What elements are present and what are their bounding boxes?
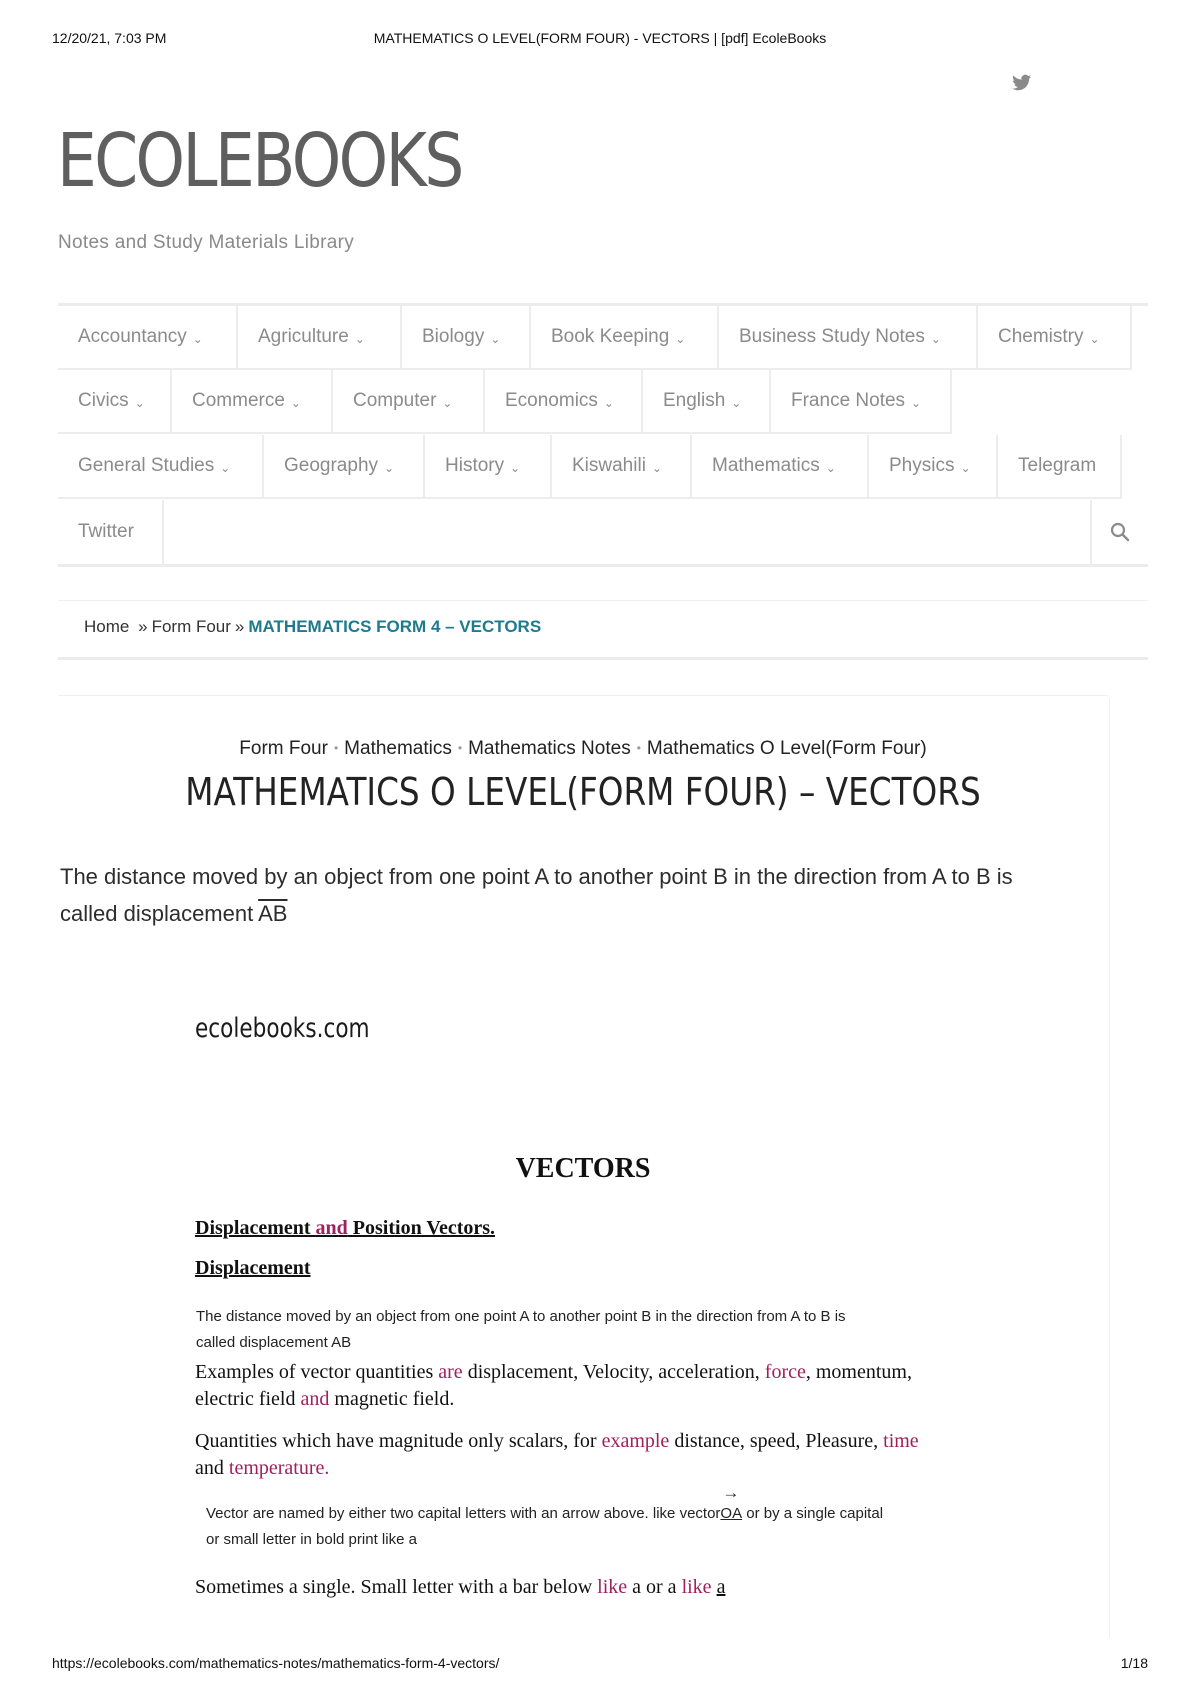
category-separator: • [457, 741, 463, 755]
nav-item-economics[interactable] [485, 370, 643, 434]
paragraph-line [195, 1428, 975, 1455]
nav-item-label: Mathematics [712, 455, 820, 476]
definition-line: The distance moved by an object from one point A to another point B in the direction from A to B is [196, 1308, 846, 1325]
chevron-down-icon: ⌄ [651, 461, 662, 475]
search-icon [1110, 522, 1130, 542]
nav-item-label: Accountancy [78, 326, 187, 347]
chevron-down-icon: ⌄ [510, 461, 521, 475]
text: or by a single capital [742, 1505, 884, 1522]
chevron-down-icon: ⌄ [384, 461, 395, 475]
nav-item-label: Civics [78, 390, 129, 411]
chevron-down-icon: ⌄ [134, 396, 145, 410]
nav-item-mathematics[interactable] [692, 435, 869, 499]
examples-paragraph [195, 1359, 975, 1413]
vector-oa: → OA [720, 1501, 742, 1527]
category-link[interactable]: Mathematics Notes [468, 738, 631, 759]
accent-word: and [300, 1388, 330, 1410]
chevron-down-icon: ⌄ [911, 396, 922, 410]
nav-item-general-studies[interactable] [58, 435, 264, 499]
paragraph-line [206, 1501, 883, 1527]
nav-item-civics[interactable] [58, 370, 172, 434]
category-link[interactable]: Mathematics O Level(Form Four) [646, 738, 927, 759]
accent-word: example [601, 1430, 670, 1452]
text: distance, speed, Pleasure, [669, 1430, 884, 1452]
chevron-down-icon: ⌄ [930, 332, 941, 346]
accent-word: temperature. [228, 1457, 330, 1479]
chevron-down-icon: ⌄ [675, 332, 686, 346]
nav-item-label: Economics [505, 390, 598, 411]
nav-item-chemistry[interactable] [978, 306, 1132, 370]
accent-word: like [597, 1576, 628, 1598]
definition-line: called displacement AB [196, 1334, 352, 1351]
breadcrumb-home[interactable]: Home [84, 617, 130, 636]
text: Vector are named by either two capital letters with an arrow above. like vector [206, 1505, 721, 1522]
chevron-down-icon: ⌄ [603, 396, 614, 410]
breadcrumb-separator: » [138, 617, 148, 636]
vector-naming-text [206, 1501, 883, 1553]
text: magnetic field. [329, 1388, 455, 1410]
nav-item-label: Biology [422, 326, 485, 347]
print-header [52, 30, 1148, 48]
nav-item-book-keeping[interactable] [531, 306, 719, 370]
underlined-letter: a [716, 1576, 726, 1598]
subheading-displacement: Displacement [195, 1257, 311, 1279]
chevron-down-icon: ⌄ [192, 332, 203, 346]
nav-item-label: Computer [353, 390, 437, 411]
nav-item-label: Twitter [78, 521, 134, 542]
definition-text [196, 1304, 846, 1356]
accent-word: force [764, 1361, 806, 1383]
breadcrumb-form-four[interactable]: Form Four [151, 617, 231, 636]
chevron-down-icon: ⌄ [220, 461, 231, 475]
post-intro [60, 858, 1100, 932]
paragraph-line [195, 1386, 975, 1413]
post-categories [58, 738, 1108, 760]
text: and [195, 1457, 229, 1479]
vector-ab: $\overline{AB}$ [258, 901, 288, 926]
sidebar-divider [1109, 698, 1110, 1638]
text: electric field [195, 1388, 301, 1410]
site-tagline: Notes and Study Materials Library [58, 232, 355, 253]
text: a or a [627, 1576, 682, 1598]
nav-item-telegram[interactable] [998, 435, 1122, 499]
twitter-icon[interactable] [1012, 74, 1032, 92]
intro-line [60, 895, 1100, 932]
nav-item-physics[interactable] [869, 435, 998, 499]
nav-item-twitter[interactable] [58, 500, 164, 564]
category-separator: • [333, 741, 339, 755]
intro-text: called displacement [60, 901, 259, 926]
print-url[interactable]: https://ecolebooks.com/mathematics-notes/mathematics-form-4-vectors/ [52, 1655, 500, 1671]
category-link[interactable]: Form Four [239, 738, 328, 759]
nav-item-computer[interactable] [333, 370, 485, 434]
nav-item-accountancy[interactable] [58, 306, 238, 370]
content-divider [58, 695, 1108, 696]
post-title: MATHEMATICS O LEVEL(FORM FOUR) – VECTORS [185, 770, 981, 814]
breadcrumb [58, 600, 1148, 660]
nav-item-commerce[interactable] [172, 370, 333, 434]
paragraph-line [195, 1359, 975, 1386]
nav-item-label: General Studies [78, 455, 215, 476]
nav-item-label: History [445, 455, 505, 476]
chevron-down-icon: ⌄ [442, 396, 453, 410]
print-footer [52, 1655, 1148, 1673]
breadcrumb-current: MATHEMATICS FORM 4 – VECTORS [248, 617, 542, 636]
nav-item-biology[interactable] [402, 306, 531, 370]
paragraph-line: or small letter in bold print like a [206, 1531, 417, 1548]
site-logo[interactable]: ECOLEBOOKS [57, 118, 462, 204]
nav-item-label: Business Study Notes [739, 326, 925, 347]
accent-word: time [883, 1430, 919, 1452]
nav-item-label: English [663, 390, 726, 411]
nav-item-label: Chemistry [998, 326, 1084, 347]
text: , momentum, [805, 1361, 912, 1383]
accent-word: and [315, 1217, 348, 1239]
chevron-down-icon: ⌄ [960, 461, 971, 475]
doc-heading: VECTORS [515, 1153, 651, 1184]
text: Examples of vector quantities [195, 1361, 439, 1383]
subheading-text: Position Vectors. [347, 1217, 496, 1239]
nav-item-label: Kiswahili [572, 455, 646, 476]
text: displacement, Velocity, acceleration, [462, 1361, 765, 1383]
nav-item-history[interactable] [425, 435, 552, 499]
intro-line: The distance moved by an object from one point A to another point B in the direction from A to B is [60, 864, 1013, 889]
chevron-down-icon: ⌄ [354, 332, 365, 346]
chevron-down-icon: ⌄ [290, 396, 301, 410]
search-button[interactable] [1090, 500, 1148, 564]
subheading-displacement-position [195, 1217, 495, 1240]
chevron-down-icon: ⌄ [1089, 332, 1100, 346]
nav-item-label: Book Keeping [551, 326, 670, 347]
chevron-down-icon: ⌄ [825, 461, 836, 475]
print-doc-title: MATHEMATICS O LEVEL(FORM FOUR) - VECTORS | [pdf] EcoleBooks [373, 30, 827, 46]
nav-item-label: Commerce [192, 390, 285, 411]
nav-item-label: Geography [284, 455, 379, 476]
category-link[interactable]: Mathematics [344, 738, 452, 759]
text: Quantities which have magnitude only scalars, for [195, 1430, 602, 1452]
accent-word: are [438, 1361, 463, 1383]
print-datetime: 12/20/21, 7:03 PM [52, 30, 167, 46]
category-separator: • [636, 741, 641, 755]
watermark-logo: ecolebooks.com [195, 1013, 370, 1044]
nav-item-label: Physics [889, 455, 955, 476]
accent-word: like [681, 1576, 712, 1598]
text: Sometimes a single. Small letter with a bar below [195, 1576, 598, 1598]
chevron-down-icon: ⌄ [490, 332, 501, 346]
nav-item-label: Agriculture [258, 326, 349, 347]
chevron-down-icon: ⌄ [731, 396, 742, 410]
main-nav [58, 303, 1148, 567]
nav-item-business-study-notes[interactable] [719, 306, 978, 370]
bar-notation-paragraph [195, 1574, 975, 1601]
nav-item-geography[interactable] [264, 435, 425, 499]
nav-item-france-notes[interactable] [771, 370, 952, 434]
nav-item-english[interactable] [643, 370, 771, 434]
breadcrumb-separator: » [234, 617, 245, 636]
scalars-paragraph [195, 1428, 975, 1482]
nav-item-label: Telegram [1018, 455, 1097, 476]
paragraph-line [195, 1455, 975, 1482]
print-page-number: 1/18 [1120, 1655, 1148, 1671]
nav-item-kiswahili[interactable] [552, 435, 692, 499]
subheading-text: Displacement [195, 1217, 316, 1239]
nav-item-label: France Notes [791, 390, 906, 411]
nav-item-agriculture[interactable] [238, 306, 402, 370]
